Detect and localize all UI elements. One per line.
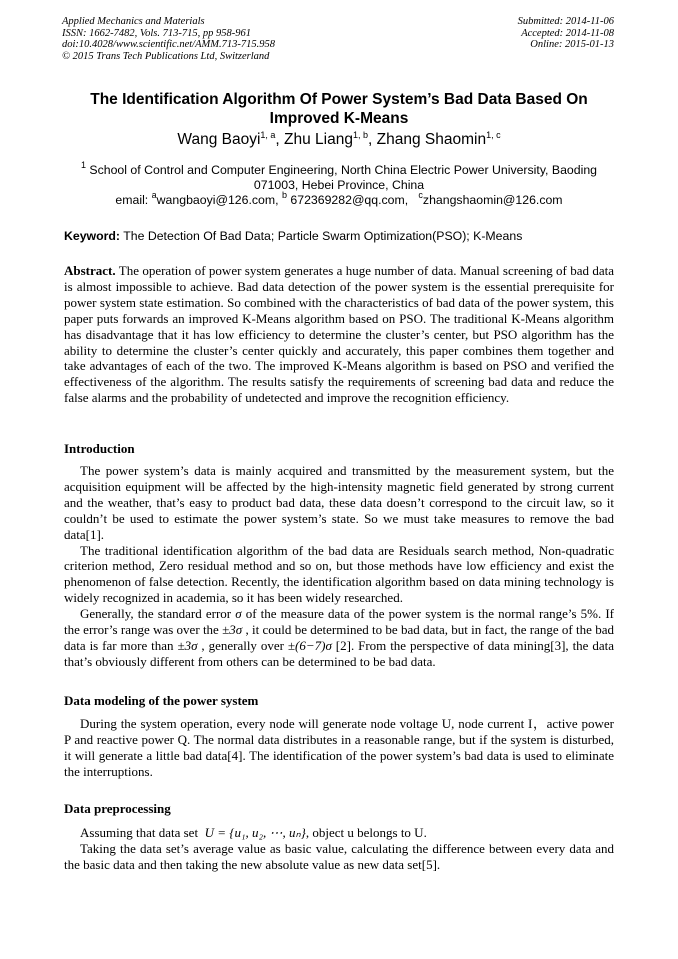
author-affiliation-mark: 1, c bbox=[486, 130, 501, 140]
affiliation-line-1: $^1$ School of Control and Computer Engineering, North China Electric Power University, Baoding bbox=[80, 160, 598, 177]
email-address: wangbaoyi@126.com, bbox=[156, 193, 279, 207]
keywords bbox=[64, 228, 614, 244]
paragraph: Assuming that data set U = {u₁, u₂, ⋯, uₙ}, object u belongs to U. bbox=[80, 825, 427, 840]
author-list: Wang Baoyi$^{1, a}$, Zhu Liang$^{1, b}$, Zhang Shaomin$^{1, c}$ bbox=[177, 130, 501, 148]
paper-title: The Identification Algorithm Of Power System’s Bad Data Based On Improved K-Means bbox=[90, 91, 588, 127]
sigma-symbol: σ bbox=[235, 606, 242, 622]
publication-dates bbox=[518, 16, 614, 51]
introduction-body bbox=[64, 463, 614, 670]
copyright-line: © 2015 Trans Tech Publications Ltd, Switzerland bbox=[62, 50, 270, 62]
math-expression: ±3σ bbox=[222, 622, 243, 638]
data-preprocessing-body bbox=[64, 825, 614, 873]
email-mark: c bbox=[418, 190, 423, 200]
section-heading-introduction: Introduction bbox=[64, 441, 135, 456]
submitted-date: Submitted: 2014-11-06 bbox=[517, 16, 614, 27]
abstract bbox=[64, 263, 614, 406]
author-name: Zhang Shaomin bbox=[376, 131, 487, 148]
affiliation-mark: 1 bbox=[80, 160, 86, 170]
abstract-text: The operation of power system generates a huge number of data. Manual screening of bad data is almost impossible to achieve. Bad data detection of the power system is the essential prerequisite for power system state estimation. So combined with the characteristics of bad data of the power system, this paper puts forwards an improved K-Means algorithm based on PSO. The traditional K-Means algorithm has disadvantage that it has low efficiency to determine the cluster’s center, but PSO algorithm has the ability to determine the cluster’s center quickly and accurately, this paper combines them together and take advantages of each of the two. The improved K-Means algorithm is based on PSO and verified the effectiveness of the algorithm. The results satisfy the requirements of screening bad data and reduce the false alarms and the probability of undetected and improve the recognition efficiency. bbox=[64, 263, 615, 406]
paragraph: Generally, the standard error σ of the measure data of the power system is the normal range’s 5%. If the error’s range was over the ±3σ , it could be determined to be bad data, but in fact, the range of the bad data is far more than ±3σ , generally over ±(6−7)σ [2]. From the perspective of data mining[3], the data that’s obviously different from others can be determined to be bad data. bbox=[64, 606, 615, 669]
keywords-text: The Detection Of Bad Data; Particle Swarm Optimization(PSO); K-Means bbox=[123, 229, 523, 243]
doi-line: doi:10.4028/www.scientific.net/AMM.713-715.958 bbox=[62, 39, 275, 50]
math-expression: U = {u₁, u₂, ⋯, uₙ} bbox=[204, 825, 306, 840]
abstract-label: Abstract. bbox=[64, 263, 116, 278]
email-mark: a bbox=[151, 190, 157, 200]
email-line bbox=[64, 190, 614, 208]
issn-line: ISSN: 1662-7482, Vols. 713-715, pp 958-961 bbox=[62, 27, 251, 39]
online-date: Online: 2015-01-13 bbox=[530, 39, 614, 50]
journal-info bbox=[62, 16, 275, 62]
math-expression: ±3σ bbox=[177, 637, 198, 653]
email-mark: b bbox=[281, 190, 287, 200]
email-address: 672369282@qq.com, bbox=[290, 193, 409, 207]
author-name: Wang Baoyi bbox=[177, 131, 261, 148]
paragraph: Taking the data set’s average value as basic value, calculating the difference between every data and the basic data and then taking the new absolute value as new data set[5]. bbox=[64, 840, 614, 872]
data-modeling-body bbox=[64, 716, 614, 780]
affiliation bbox=[64, 160, 614, 208]
paragraph: During the system operation, every node will generate node voltage U, node current I，active power P and reactive power Q. The normal data distributes in a reasonable range, but if the system is disturbed, it will generate a little bad data[4]. The identification of the power system’s bad data is used to eliminate the interruptions. bbox=[64, 716, 614, 779]
paragraph: The traditional identification algorithm of the bad data are Residuals search method, Non-quadratic criterion method, Zero residual method and so on, but those methods have low efficiency and exist the phenomenon of false detection. Recently, the identification algorithm based on data mining technology is widely recognized in academia, so it has been widely researched. bbox=[64, 542, 614, 606]
paragraph: The power system’s data is mainly acquired and transmitted by the measurement system, but the acquisition equipment will be affected by the high-intensity magnetic field generated by strong current and the weather, that’s easy to product bad data, these data doesn’t correspond to the circuit law, so it couldn’t be used to estimate the power system’s state. So we must take measures to remove the bad data[1]. bbox=[64, 463, 614, 542]
email-address: zhangshaomin@126.com bbox=[422, 193, 563, 207]
section-heading-data-preprocessing: Data preprocessing bbox=[64, 801, 171, 816]
section-heading-data-modeling: Data modeling of the power system bbox=[64, 693, 259, 708]
keywords-label: Keyword: bbox=[64, 229, 121, 243]
journal-name: Applied Mechanics and Materials bbox=[62, 16, 205, 27]
author-affiliation-mark: 1, a bbox=[260, 130, 276, 140]
accepted-date: Accepted: 2014-11-08 bbox=[521, 27, 614, 39]
author-name: Zhu Liang bbox=[284, 131, 353, 148]
email-label: email: bbox=[115, 193, 149, 207]
affiliation-line-2: 071003, Hebei Province, China bbox=[253, 178, 425, 192]
math-expression: ±(6−7)σ bbox=[287, 637, 332, 653]
author-affiliation-mark: 1, b bbox=[353, 130, 369, 140]
